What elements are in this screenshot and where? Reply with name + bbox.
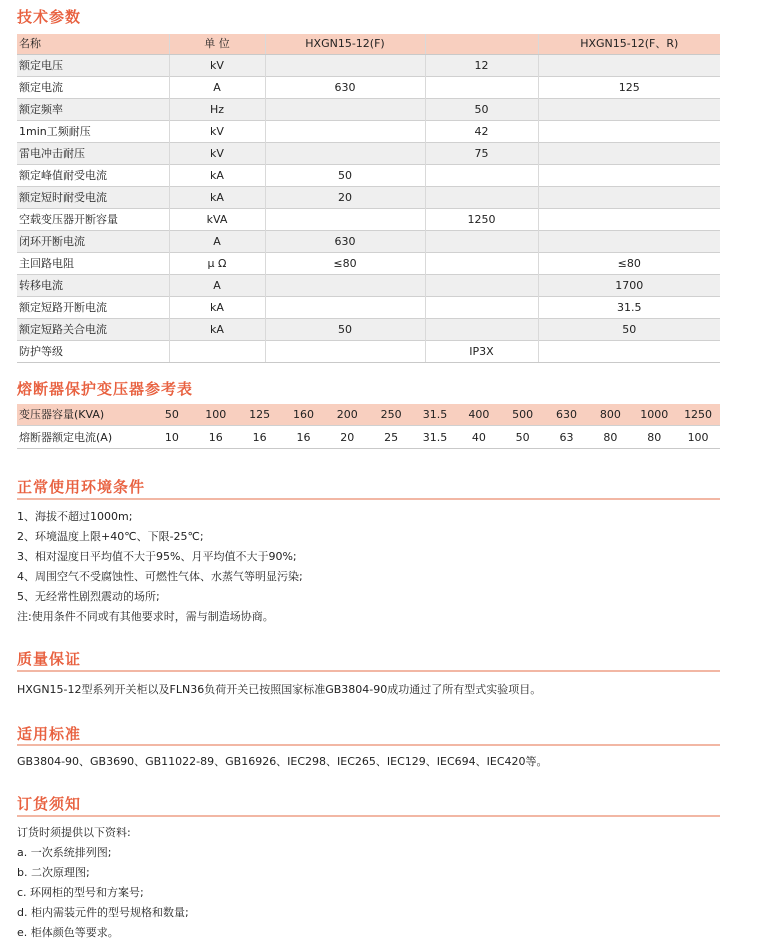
param-unit: kV <box>169 121 265 143</box>
param-name: 1min工频耐压 <box>17 121 169 143</box>
table-row <box>17 297 720 319</box>
param-unit: kVA <box>169 209 265 231</box>
param-name: 转移电流 <box>17 275 169 297</box>
param-name: 闭环开断电流 <box>17 231 169 253</box>
capacity-cell: 125 <box>238 404 282 426</box>
param-name: 额定电流 <box>17 77 169 99</box>
value-f <box>265 209 425 231</box>
param-unit <box>169 341 265 363</box>
fuse-current-cell: 50 <box>501 426 545 449</box>
section-title-quality: 质量保证 <box>17 650 82 668</box>
value-common <box>425 297 538 319</box>
value-f <box>265 55 425 77</box>
ordering-item: a. 一次系统排列图; <box>17 846 112 859</box>
tech-params-table <box>17 34 720 363</box>
row-label: 熔断器额定电流(A) <box>17 426 150 449</box>
value-fr <box>538 55 720 77</box>
param-unit: A <box>169 77 265 99</box>
value-fr: 1700 <box>538 275 720 297</box>
param-name: 额定频率 <box>17 99 169 121</box>
standards-text: GB3804-90、GB3690、GB11022-89、GB16926、IEC298、IEC265、IEC129、IEC694、IEC420等。 <box>17 755 548 768</box>
value-common: 1250 <box>425 209 538 231</box>
param-name: 额定电压 <box>17 55 169 77</box>
value-common: 12 <box>425 55 538 77</box>
table-row <box>17 187 720 209</box>
section-title-ordering: 订货须知 <box>17 795 82 813</box>
section-divider <box>17 498 720 500</box>
value-f <box>265 297 425 319</box>
table-row <box>17 319 720 341</box>
value-f <box>265 121 425 143</box>
table-row <box>17 143 720 165</box>
table-row <box>17 253 720 275</box>
value-common: IP3X <box>425 341 538 363</box>
value-f: 630 <box>265 231 425 253</box>
value-fr: 31.5 <box>538 297 720 319</box>
param-unit: μ Ω <box>169 253 265 275</box>
value-fr: 125 <box>538 77 720 99</box>
param-unit: kA <box>169 319 265 341</box>
capacity-cell: 630 <box>545 404 589 426</box>
value-fr <box>538 209 720 231</box>
ordering-item: c. 环网柜的型号和方案号; <box>17 886 144 899</box>
value-f: 20 <box>265 187 425 209</box>
capacity-cell: 160 <box>282 404 326 426</box>
fuse-current-cell: 31.5 <box>413 426 457 449</box>
value-f <box>265 99 425 121</box>
section-title-tech-params: 技术参数 <box>17 8 82 26</box>
param-unit: kV <box>169 143 265 165</box>
value-fr: 50 <box>538 319 720 341</box>
capacity-cell: 250 <box>369 404 413 426</box>
value-fr <box>538 99 720 121</box>
ordering-list <box>17 823 189 943</box>
value-f <box>265 143 425 165</box>
environment-item: 4、周围空气不受腐蚀性、可燃性气体、水蒸气等明显污染; <box>17 570 303 583</box>
param-unit: kA <box>169 297 265 319</box>
table-row <box>17 165 720 187</box>
ordering-item: d. 柜内需装元件的型号规格和数量; <box>17 906 189 919</box>
fuse-current-cell: 16 <box>238 426 282 449</box>
param-name: 额定短路关合电流 <box>17 319 169 341</box>
fuse-current-cell: 20 <box>325 426 369 449</box>
ordering-item: b. 二次原理图; <box>17 866 90 879</box>
environment-item: 注:使用条件不同或有其他要求时，需与制造场协商。 <box>17 610 274 623</box>
value-fr <box>538 187 720 209</box>
table-row <box>17 99 720 121</box>
fuse-current-cell: 16 <box>194 426 238 449</box>
environment-list <box>17 507 303 627</box>
capacity-cell: 50 <box>150 404 194 426</box>
value-f: 50 <box>265 319 425 341</box>
param-name: 雷电冲击耐压 <box>17 143 169 165</box>
value-f: 630 <box>265 77 425 99</box>
environment-item: 2、环境温度上限+40℃、下限-25℃; <box>17 530 204 543</box>
param-name: 主回路电阻 <box>17 253 169 275</box>
environment-item: 1、海拔不超过1000m; <box>17 510 133 523</box>
ordering-item: e. 柜体颜色等要求。 <box>17 926 119 939</box>
param-unit: kA <box>169 187 265 209</box>
capacity-cell: 31.5 <box>413 404 457 426</box>
value-common <box>425 319 538 341</box>
capacity-cell: 1250 <box>676 404 720 426</box>
value-fr <box>538 341 720 363</box>
capacity-cell: 500 <box>501 404 545 426</box>
transformer-capacity-row <box>17 404 720 426</box>
fuse-current-cell: 40 <box>457 426 501 449</box>
value-fr <box>538 143 720 165</box>
header-unit: 单 位 <box>169 34 265 55</box>
table-row <box>17 275 720 297</box>
fuse-current-cell: 80 <box>632 426 676 449</box>
capacity-cell: 400 <box>457 404 501 426</box>
capacity-cell: 100 <box>194 404 238 426</box>
value-common <box>425 187 538 209</box>
table-row <box>17 77 720 99</box>
value-f: ≤80 <box>265 253 425 275</box>
value-fr: ≤80 <box>538 253 720 275</box>
value-common <box>425 231 538 253</box>
section-divider <box>17 815 720 817</box>
value-common: 75 <box>425 143 538 165</box>
value-common: 42 <box>425 121 538 143</box>
param-name: 防护等级 <box>17 341 169 363</box>
param-unit: kV <box>169 55 265 77</box>
fuse-current-cell: 80 <box>588 426 632 449</box>
param-unit: Hz <box>169 99 265 121</box>
table-row <box>17 209 720 231</box>
ordering-item: 订货时须提供以下资料: <box>17 826 131 839</box>
param-name: 空载变压器开断容量 <box>17 209 169 231</box>
fuse-reference-table <box>17 404 720 449</box>
header-common <box>425 34 538 55</box>
fuse-current-cell: 10 <box>150 426 194 449</box>
table-header-row <box>17 34 720 55</box>
param-unit: A <box>169 275 265 297</box>
value-common <box>425 275 538 297</box>
section-divider <box>17 744 720 746</box>
table-row <box>17 55 720 77</box>
value-common <box>425 165 538 187</box>
value-common: 50 <box>425 99 538 121</box>
capacity-cell: 800 <box>588 404 632 426</box>
param-name: 额定峰值耐受电流 <box>17 165 169 187</box>
header-fr: HXGN15-12(F、R) <box>538 34 720 55</box>
fuse-current-cell: 16 <box>282 426 326 449</box>
param-unit: A <box>169 231 265 253</box>
value-f <box>265 341 425 363</box>
section-title-environment: 正常使用环境条件 <box>17 478 146 496</box>
fuse-current-cell: 63 <box>545 426 589 449</box>
header-name: 名称 <box>17 34 169 55</box>
value-common <box>425 253 538 275</box>
environment-item: 5、无经常性剧烈震动的场所; <box>17 590 160 603</box>
quality-text: HXGN15-12型系列开关柜以及FLN36负荷开关已按照国家标准GB3804-90成功通过了所有型式实验项目。 <box>17 683 542 696</box>
param-name: 额定短路开断电流 <box>17 297 169 319</box>
value-common <box>425 77 538 99</box>
section-divider <box>17 670 720 672</box>
value-fr <box>538 231 720 253</box>
environment-item: 3、相对湿度日平均值不大于95%、月平均值不大于90%; <box>17 550 297 563</box>
fuse-current-cell: 25 <box>369 426 413 449</box>
value-fr <box>538 165 720 187</box>
value-fr <box>538 121 720 143</box>
table-row <box>17 121 720 143</box>
row-label: 变压器容量(KVA) <box>17 404 150 426</box>
value-f <box>265 275 425 297</box>
fuse-current-cell: 100 <box>676 426 720 449</box>
section-title-standards: 适用标准 <box>17 725 82 743</box>
param-unit: kA <box>169 165 265 187</box>
table-row <box>17 231 720 253</box>
section-title-fuse-table: 熔断器保护变压器参考表 <box>17 380 194 398</box>
header-f: HXGN15-12(F) <box>265 34 425 55</box>
capacity-cell: 1000 <box>632 404 676 426</box>
table-row <box>17 341 720 363</box>
capacity-cell: 200 <box>325 404 369 426</box>
param-name: 额定短时耐受电流 <box>17 187 169 209</box>
value-f: 50 <box>265 165 425 187</box>
fuse-current-row <box>17 426 720 449</box>
